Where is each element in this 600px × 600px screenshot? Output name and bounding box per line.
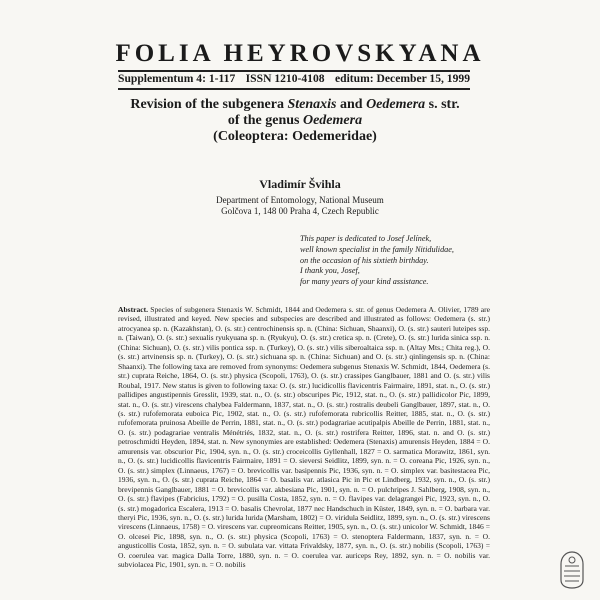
abstract-label: Abstract.: [118, 305, 148, 314]
author-name: Vladimír Švihla: [259, 177, 341, 191]
journal-title: FOLIA HEYROVSKYANA: [115, 40, 485, 67]
header-rule-bottom: [118, 88, 470, 90]
supplement-number: Supplementum 4: 1-117: [118, 72, 236, 85]
abstract: [118, 305, 490, 570]
abstract-text: Species of subgenera Stenaxis W. Schmidt, 1844 and Oedemera s. str. of genus Oedemera A. Olivier, 1789 are revised, illustrated and keyed. New species and subspecies are described and illustrated as follows: Oedemera (s. str.) atrocyanea sp. n. (Kazakhstan), O. (s. str.) centrochinensis sp. n. (China: Sichuan, Shaanxi), O. (s. str.) sauteri luteipes ssp. n. (Taiwan), O. (s. str.) sexualis ryukyuana sp. n. (Ryukyu), O. (s. str.) cretica sp. n. (Crete), O. (s. str.) lurida sinica ssp. n. (China: Sichuan), O. (s. str.) vilis pontica ssp. n. (Turkey), O. (s. str.) vilis siberoaltaica ssp. n. (Altay Mts.; Chita reg.), O. (s. str.) artvinensis sp. n. (Turkey), O. (s. str.) sichuana sp. n. (China: Sichuan) and O. (s. str.) qinlingensis sp. n. (China: Shaanxi). The following taxa are removed from synonyms: Oedemera subgenus Stenaxis W. Schmidt, 1844, Oedemera (s. str.) cuprata Reiche, 1864, O. (s. str.) physica (Scopoli, 1763), O. (s. str.) crassipes Ganglbauer, 1881 and O. (s. str.) vilis Roubal, 1917. New status is given to following taxa: O. (s. str.) lucidicollis flavicentris Fairmaire, 1891, stat. n., O. (s. str.) pallidipes angustipennis Gresslit, 1939, stat. n., O. (s. str.) obscuripes Pic, 1912, stat. n., O. (s. str.) pallidicolor Pic, 1899, stat. n., O. (s. str.) virescens chalybea Faldermann, 1837, stat. n., O. (s. str.) rostralis deubeli Ganglbauer, 1897, stat. n., O. (s. str.) rufofemorata euboica Pic, 1902, stat. n., O. (s. str.) rufofemorata rubricollis Reitter, 1885, stat. n., O. (s. str.) rufofemorata pruinosa Abeille de Perrin, 1881, stat. n., O. (s. str.) podagrariae acutipalpis Abeille de Perrin, 1881, stat. n., O. (s. str.) podagrariae ventralis Ménétriés, 1832, stat. n., O. (s. str.) rostrifera Reitter, 1896, stat. n. and O. (s. str.) petroschmidti Heyden, 1894, stat. n. New synonymies are established: Oedemera (Stenaxis) amurensis Heyden, 1884 = O. amurensis var. obscurior Pic, 1904, syn. n., O. (s. str.) croceicollis Gyllenhall, 1827 = O. sarmatica Morawitz, 1861, syn. n., O. (s. str.) lucidicollis flavicentris Fairmaire, 1891 = O. sieversi Seidlitz, 1899, syn. n. = O. coreana Pic, 1926, syn. n., O. (s. str.) simplex (Linnaeus, 1767) = O. brevicollis var. basipennis Pic, 1936, syn. n. = O. simplex var. basitestacea Pic, 1936, syn. n., O. (s. str.) cuprata Reiche, 1864 = O. basalis var. atlasica Pic in Pic et Lindberg, 1932, syn. n., O. (s. str.) brevipennis Ganglbauer, 1881 = O. brevicollis var. akbesiana Pic, 1901, syn. n. = O. pulchripes J. Sahlberg, 1908, syn. n., O. (s. str.) flavipes (Fabricius, 1792) = O. pusilla Costa, 1852, syn. n. = O. flavipes var. delagrangei Pic, 1923, syn. n., O. (s. str.) mogadorica Escalera, 1913 = O. basalis Chevrolat, 1877 nec Handschuch in Küster, 1849, syn. n. = O. barbara var. theryi Pic, 1936, syn. n., O. (s. str.) lurida lurida (Marsham, 1802) = O. viridula Seidlitz, 1899, syn. n., O. (s. str.) virescens virescens (Linnaeus, 1758) = O. virescens var. cupreomicans Reitter, 1905, syn. n., O. (s. str.) unicolor W. Schmidt, 1846 = O. olcesei Pic, 1898, syn. n., O. (s. str.) physica (Scopoli, 1763) = O. stenoptera Faldermann, 1837, syn. n. = O. angusticollis Costa, 1852, syn. n. = O. subulata var. vittata Frivaldsky, 1877, syn. n., O. (s. str.) nobilis (Scopoli, 1763) = O. coerulea var. magica Dalla Torre, 1880, syn. n. = O. coerulea var. auriceps Rey, 1892, syn. n. = O. nobilis var. subviolacea Pic, 1901, syn. n. = O. nobilis: [118, 305, 491, 570]
title-line-3: (Coleoptera: Oedemeridae): [213, 129, 377, 144]
author-affiliation: Department of Entomology, National Museum Golčova 1, 148 00 Praha 4, Czech Republic: [216, 195, 384, 216]
issn: ISSN 1210-4108: [245, 72, 325, 85]
title-line-1: Revision of the subgenera Stenaxis and Oedemera s. str.: [130, 97, 460, 112]
title-line-2: of the genus Oedemera: [227, 113, 363, 128]
publisher-logo: [555, 550, 589, 590]
dedication: This paper is dedicated to Josef Jelínek, well known specialist in the family Nitidulidae, on the occasion of his sixtieth birthday. I thank you, Josef, for many years of your kind assistance.: [300, 234, 454, 287]
article-title: [110, 97, 480, 145]
publication-info: [118, 72, 470, 85]
edition-date: editum: December 15, 1999: [334, 72, 470, 85]
